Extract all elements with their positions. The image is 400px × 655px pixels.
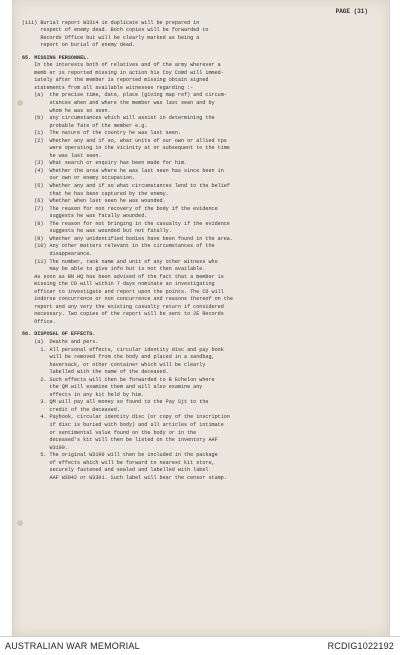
- text-line: effects in any kit held by him.: [22, 391, 145, 398]
- text-line: (8) The reason for not bringing in the casualty if the evidence: [22, 220, 230, 227]
- text-line: iately after the member is reported missing obtain signed: [22, 77, 209, 84]
- text-line: if disc is buried with body) and all articles of intimate: [22, 421, 224, 428]
- text-line: respect of enemy dead. Both copies will be forwarded to: [22, 27, 209, 34]
- text-line: statements from all available witnesses regarding :-: [22, 84, 194, 91]
- text-line: 5. The original W3190 will then be included in the package: [22, 452, 218, 459]
- footer-bar: [0, 636, 400, 655]
- text-line: AAF W3042 or W3301. Such label will bear the censor stamp.: [22, 474, 227, 481]
- text-line: suggests he was wounded but not fatally.: [22, 228, 172, 235]
- text-line: (3) What search or enquiry has been made for him.: [22, 160, 188, 167]
- text-line: the QM will examine them and will also examine any: [22, 384, 203, 391]
- text-line: officer to investigate and report upon the points. The CO will: [22, 288, 224, 295]
- text-line: (a) Deaths and pers.: [22, 338, 99, 345]
- text-lines: [22, 20, 370, 483]
- text-line: (5) Whether any and if so what circumstances lend to the belief: [22, 183, 230, 190]
- text-line: disappearance.: [22, 250, 93, 257]
- text-line: 2. Such effects will then be forwarded to B Echelon where: [22, 376, 215, 383]
- document-body: [22, 8, 370, 482]
- text-line: haversack, or other container which will be clearly: [22, 361, 206, 368]
- text-line: (7) The reason for non recovery of the body if the evidence: [22, 205, 218, 212]
- text-line: Office.: [22, 318, 56, 325]
- text-line: may be able to give info but is not then available.: [22, 266, 206, 273]
- footer-source: AUSTRALIAN WAR MEMORIAL: [5, 641, 140, 651]
- text-line: stances when and where the member was last seen and by: [22, 100, 215, 107]
- text-line: As soon as BN HQ has been advised of the fact that a member is: [22, 273, 224, 280]
- text-line: suggests he was fatally wounded.: [22, 213, 148, 220]
- section-heading: 66. DISPOSAL OF EFFECTS.: [22, 331, 96, 338]
- text-line: or sentimental value found on the body or in the: [22, 429, 197, 436]
- text-line: (4) Whether the area where he was last seen has since been in: [22, 167, 224, 174]
- text-line: he was last seen.: [22, 152, 102, 159]
- text-line: credit of the deceased.: [22, 406, 120, 413]
- text-line: W3190.: [22, 444, 68, 451]
- text-line: memb er is reported missing in action his Coy Comd will immed-: [22, 69, 224, 76]
- text-line: In the interests both of relatives and of the army wherever a: [22, 62, 221, 69]
- text-line: (9) Whether any unidentified bodies have been found in the area.: [22, 235, 233, 242]
- text-line: report and any very the existing casualty return if considered: [22, 303, 224, 310]
- text-line: (2) Whether any and if so, what units of our own or allied tps: [22, 137, 227, 144]
- text-line: securely fastened and sealed and labelled with label: [22, 467, 209, 474]
- text-line: 1. All personal effects, circular identity disc and pay book: [22, 346, 224, 353]
- text-line: (6) Whether when last seen he was wounded.: [22, 198, 166, 205]
- text-line: missing the CO will within 7 days nominate an investigating: [22, 281, 215, 288]
- punch-hole: [17, 520, 23, 526]
- text-line: probable fate of the member e.g.: [22, 122, 148, 129]
- text-line: (iii) Burial report W3314 in duplicate will be prepared in: [22, 19, 200, 26]
- section-heading: 65. MISSING PERSONNEL.: [22, 54, 90, 61]
- text-line: 3. QM will pay all money so found to the Pay Sjt to the: [22, 399, 209, 406]
- text-line: were operating in the vicinity at or subsequent to the time: [22, 145, 230, 152]
- text-line: report on burial of enemy dead.: [22, 42, 136, 49]
- text-line: deceased's kit will then be listed on the inventory AAF: [22, 437, 218, 444]
- text-line: necessary. Two copies of the report will be sent to 2E Records: [22, 311, 224, 318]
- text-line: (10) Any other matters relevant in the circumstances of the: [22, 243, 215, 250]
- text-line: (a) the precise time, date, place (giving map ref) and circum-: [22, 92, 227, 99]
- footer-id: RCDIG1022192: [327, 641, 394, 651]
- text-line: 4. Paybook, circular identity disc (or copy of the inscription: [22, 414, 230, 421]
- text-line: (1) The nature of the country he was last seen.: [22, 130, 181, 137]
- text-line: labelled with the name of the deceased.: [22, 369, 169, 376]
- text-line: will be removed from the body and placed in a sandbag,: [22, 354, 215, 361]
- text-line: (b) any circumstances which will assist in determining the: [22, 115, 215, 122]
- text-line: that he has been captured by the enemy.: [22, 190, 169, 197]
- text-line: indorse concurrence or non concurrence and reasons thereof on the: [22, 296, 233, 303]
- text-line: (11) The number, rank name and unit of any other witness who: [22, 258, 218, 265]
- text-line: our own or enemy occupation.: [22, 175, 136, 182]
- text-line: of effects which will be forward to nearest kit store,: [22, 459, 215, 466]
- page-number: PAGE (31): [335, 8, 368, 15]
- text-line: whom he was so seen.: [22, 107, 111, 114]
- text-line: Records Office but will be clearly marked as being a: [22, 34, 200, 41]
